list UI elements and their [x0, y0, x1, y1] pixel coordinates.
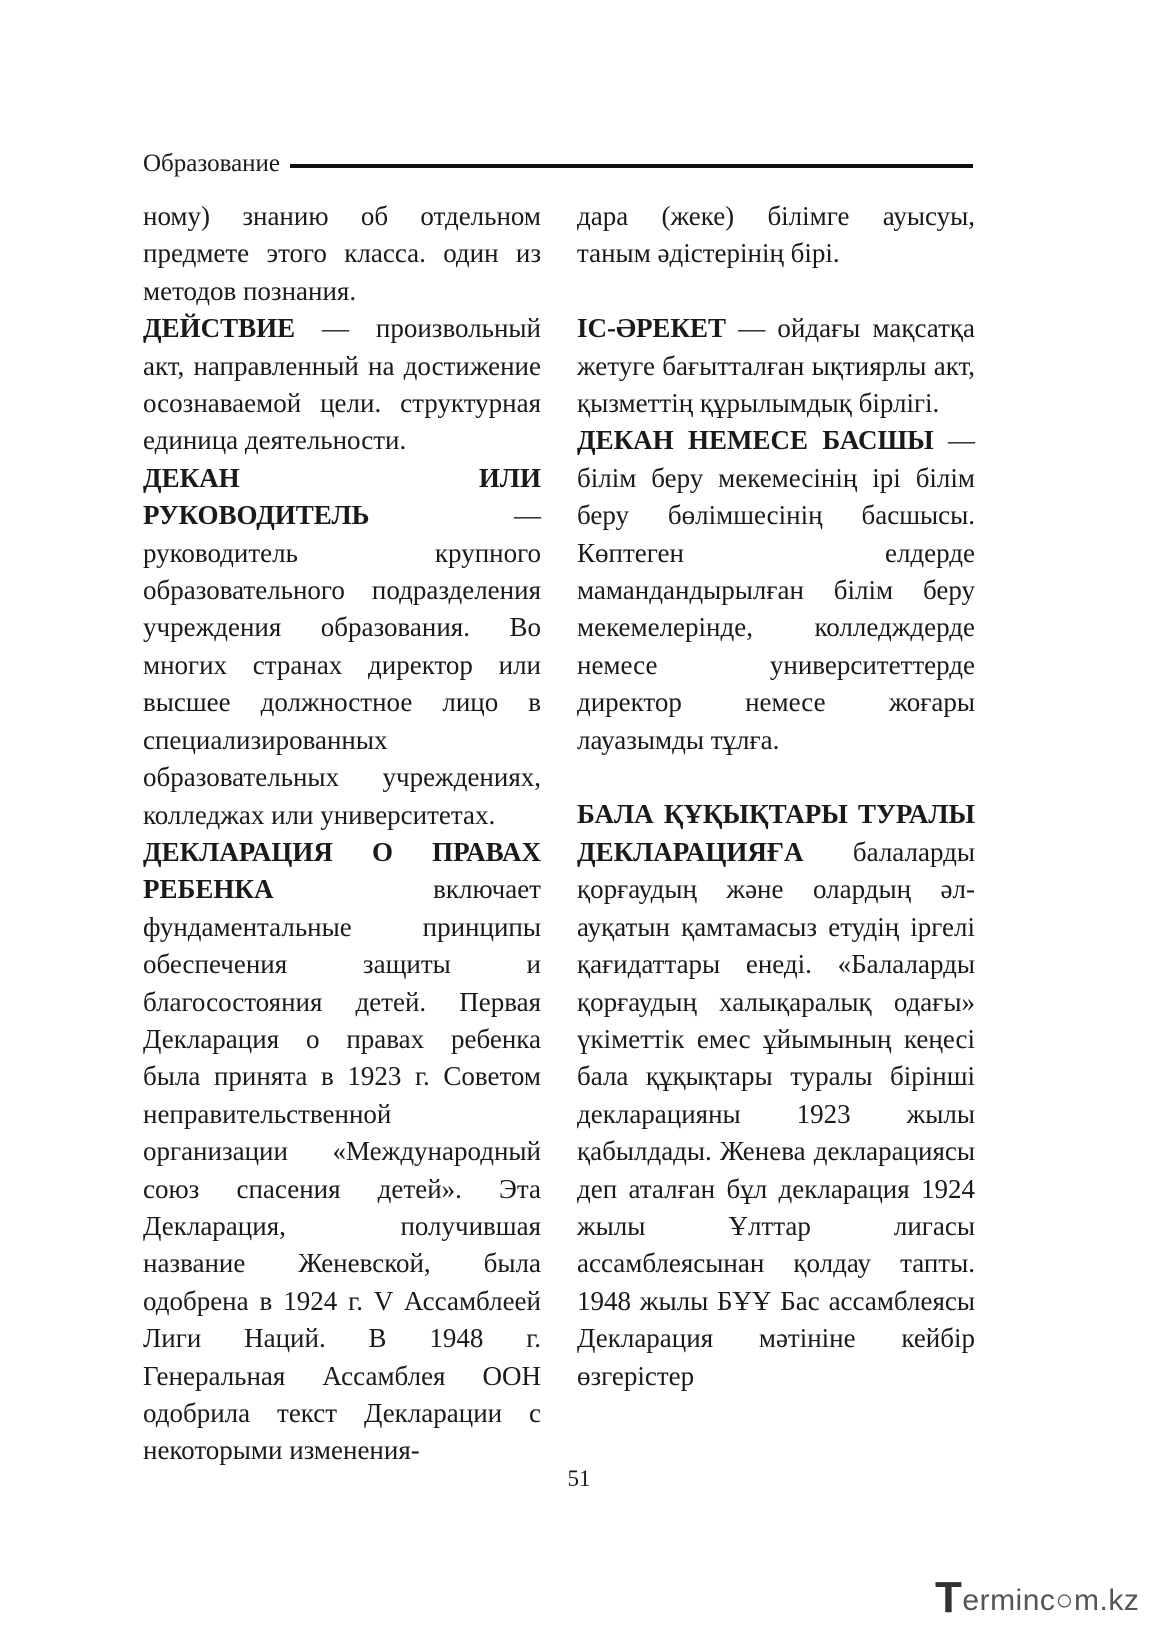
entry-text: — білім беру мекемесінің ірі білім беру бөлімшесінің басшысы. Көптеген елдерде мамандандырылған білім беру мекемелерінде, колледждерде немесе университеттерде директор немесе жоғары лауазымды тұлға.: [577, 425, 976, 755]
site-watermark-logo: [935, 1573, 1140, 1622]
entry-text: — произвольный акт, направленный на достижение осознаваемой цели. структурная единица деятельности.: [143, 313, 541, 456]
entry-term: ДЕЙСТВИЕ: [143, 313, 296, 344]
entry-deklaratsiya-kz: [577, 796, 975, 1395]
entry-continuation: [577, 198, 975, 273]
entry-text: включает фундаментальные принципы обеспечения защиты и благосостояния детей. Первая Декларация о правах ребенка была принята в 1923 г. Советом неправительственной организации «Международный союз спасения детей». Эта Декларация, получившая название Женевской, была одобрена в 1924 г. V Ассамблеей Лиги Наций. В 1948 г. Генеральная Ассамблея ООН одобрила текст Декларации с некоторыми изменения-: [143, 874, 541, 1466]
page-number: 51: [567, 1466, 591, 1491]
entry-term: БАЛА ҚҰҚЫҚТАРЫ ТУРАЛЫ ДЕКЛАРАЦИЯҒА: [577, 799, 975, 867]
entry-text: ному) знанию об отдельном предмете этого класса. один из методов познания.: [143, 201, 541, 306]
entry-dekan-basshy: [577, 422, 975, 759]
running-header: [143, 146, 973, 182]
entry-text: балаларды қорғаудың және олардың әл-ауқатын қамтамасыз етудің іргелі қағидаттары енеді. «Балаларды қорғаудың халықаралық одағы» үкіметтік емес ұйымының кеңесі бала құқықтары туралы бірінші декларацияны 1923 жылы қабылдады. Женева декларациясы деп аталған бұл декларация 1924 жылы Ұлттар лигасы ассамблеясынан қолдау тапты. 1948 жылы БҰҰ Бас ассамблеясы Декларация мәтініне кейбір өзгерістер: [577, 836, 975, 1391]
right-column-kazakh: [577, 198, 975, 1395]
entry-term: ДЕКАН НЕМЕСЕ БАСШЫ: [577, 425, 934, 456]
section-title: Образование: [143, 150, 281, 177]
entry-term: ДЕКЛАРАЦИЯ О ПРАВАХ РЕБЕНКА: [143, 836, 541, 905]
entry-term: ДЕКАН ИЛИ РУКОВОДИТЕЛЬ: [143, 462, 541, 531]
entry-is-areket: [577, 310, 975, 422]
watermark-initial: T: [935, 1573, 963, 1622]
left-column-russian: [143, 198, 541, 1470]
header-rule: [290, 164, 973, 168]
entry-text: — руководитель крупного образовательного подразделения учреждения образования. Во многих странах директор или высшее должностное лицо в специализированных образовательных учреждениях, колледжах или университетах.: [143, 500, 541, 830]
watermark-text: erminc○m.kz: [962, 1584, 1140, 1617]
entry-term: ІС-ӘРЕКЕТ: [577, 313, 727, 344]
entry-text: дара (жеке) білімге ауысуы, таным әдістерінің бірі.: [577, 201, 975, 269]
entry-dekan: [143, 460, 541, 834]
entry-text: — ойдағы мақсатқа жетуге бағытталған ықтиярлы акт, қызметтің құрылымдық бірлігі.: [577, 313, 975, 419]
entry-deklaratsiya: [143, 834, 541, 1470]
entry-continuation: [143, 198, 541, 310]
entry-deystvie: [143, 310, 541, 460]
